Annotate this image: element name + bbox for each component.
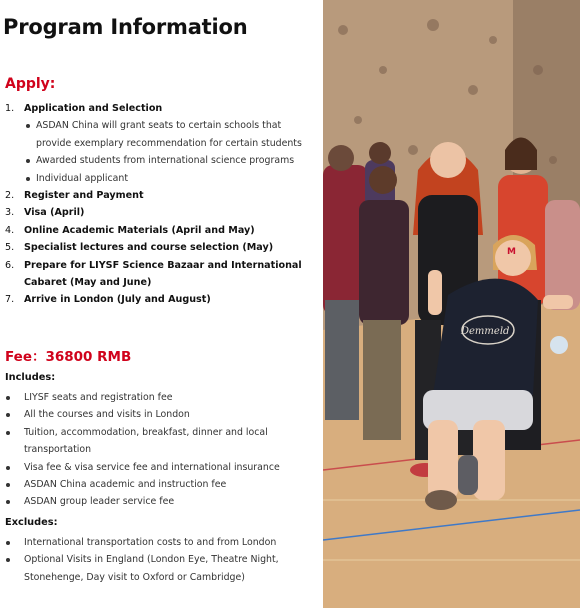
- excludes-label: Excludes:: [5, 517, 58, 528]
- apply-step: [0, 257, 316, 292]
- step-text: Visa (April): [24, 207, 85, 219]
- apply-heading: Apply:: [5, 76, 56, 92]
- excludes-list: [0, 534, 316, 586]
- includes-item: ASDAN China academic and instruction fee: [0, 476, 316, 493]
- step-text: Register and Payment: [24, 190, 144, 202]
- apply-step: [0, 222, 316, 239]
- face-paint-letter: M: [507, 247, 516, 257]
- step-text: Online Academic Materials (April and May): [24, 224, 255, 236]
- fee-title: Fee：36800 RMB: [5, 349, 132, 365]
- sub-list-item: Awarded students from international science programs: [24, 152, 316, 169]
- selection-sub-list: [24, 117, 316, 187]
- sub-list-item: Individual applicant: [24, 170, 316, 187]
- apply-step: [0, 204, 316, 221]
- step-text: Arrive in London (July and August): [24, 294, 211, 306]
- page-title: Program Information: [3, 15, 248, 39]
- step-number: 7.: [5, 294, 15, 306]
- step-number: 3.: [5, 207, 15, 219]
- step-number: 2.: [5, 190, 15, 202]
- step-text: Specialist lectures and course selection (May): [24, 242, 274, 254]
- shirt-text: Demmeld: [461, 326, 510, 337]
- excludes-item: International transportation costs to and from London: [0, 534, 316, 551]
- apply-step: [0, 291, 316, 308]
- includes-item: ASDAN group leader service fee: [0, 493, 316, 510]
- apply-step: [0, 239, 316, 256]
- includes-item: Tuition, accommodation, breakfast, dinner and local transportation: [0, 424, 316, 459]
- step-number: 4.: [5, 224, 15, 236]
- step-text: Application and Selection: [24, 103, 163, 114]
- includes-item: Visa fee & visa service fee and international insurance: [0, 459, 316, 476]
- apply-steps-list: [0, 100, 316, 309]
- includes-list: [0, 389, 316, 511]
- step-text: Prepare for LIYSF Science Bazaar and International Cabaret (May and June): [24, 259, 302, 289]
- includes-item: LIYSF seats and registration fee: [0, 389, 316, 406]
- step-number: 5.: [5, 242, 15, 254]
- apply-step: [0, 100, 316, 187]
- excludes-item: Optional Visits in England (London Eye, Theatre Night, Stonehenge, Day visit to Oxford or Cambridge): [0, 551, 316, 586]
- students-photo-illustration: [323, 0, 580, 608]
- includes-item: All the courses and visits in London: [0, 406, 316, 423]
- students-photo: [323, 0, 580, 608]
- includes-label: Includes:: [5, 372, 56, 383]
- step-number: 1.: [5, 103, 15, 114]
- apply-step: [0, 187, 316, 204]
- sub-list-item: ASDAN China will grant seats to certain schools that provide exemplary recommendation for certain students: [24, 117, 316, 152]
- step-number: 6.: [5, 259, 15, 271]
